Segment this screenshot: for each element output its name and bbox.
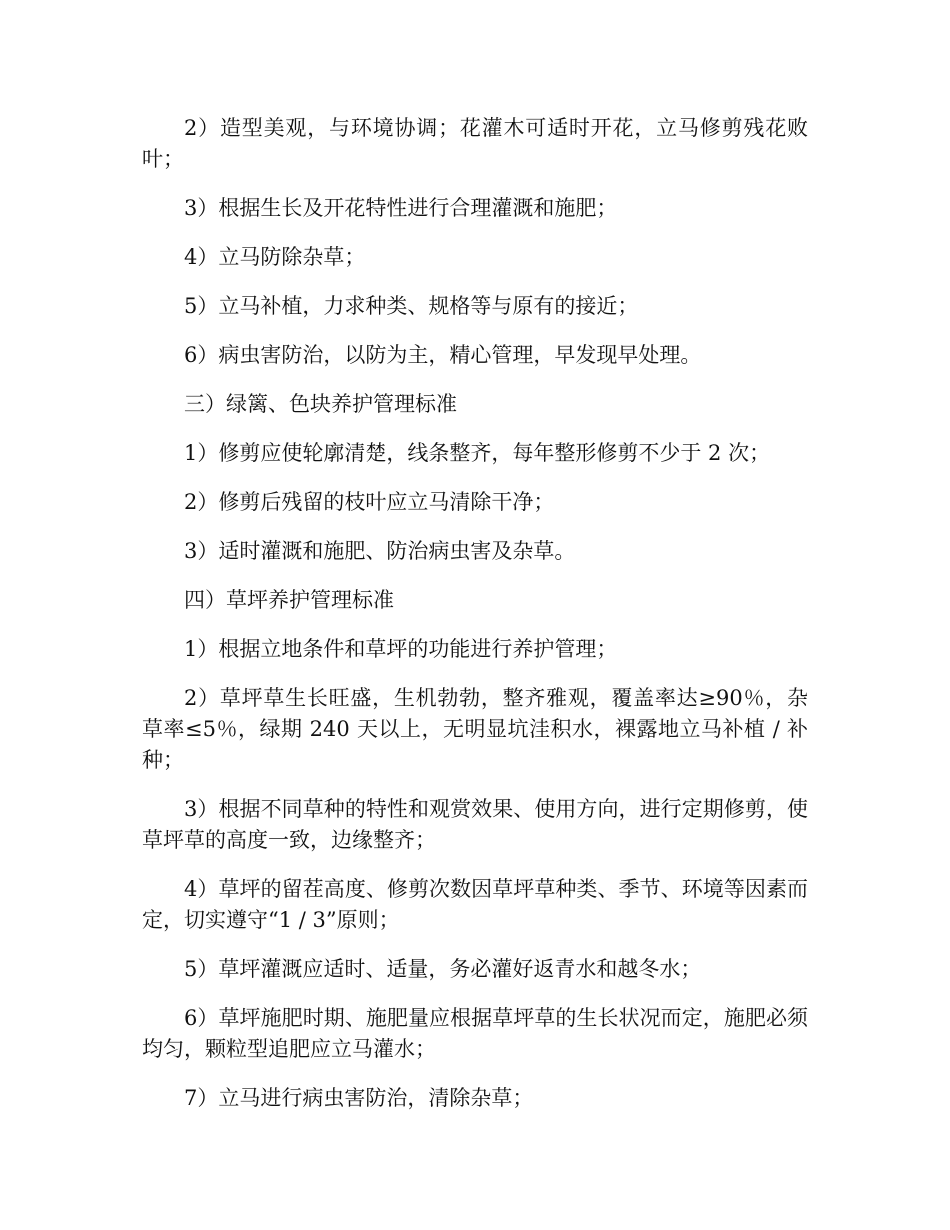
paragraph-7: 2）修剪后残留的枝叶应立马清除干净； <box>184 490 555 514</box>
paragraph-6: 1）修剪应使轮廓清楚，线条整齐，每年整形修剪不少于 2 次； <box>184 441 771 465</box>
paragraph-9: 1）根据立地条件和草坪的功能进行养护管理； <box>184 637 618 661</box>
paragraph-15: 7）立马进行病虫害防治，清除杂草； <box>184 1086 534 1110</box>
paragraph-10: 2）草坪草生长旺盛，生机勃勃，整齐雅观，覆盖率达≥90％，杂草率≤5％，绿期 240 天以上，无明显坑洼积水，裸露地立马补植 / 补种； <box>142 686 808 772</box>
paragraph-1: 2）造型美观，与环境协调；花灌木可适时开花，立马修剪残花败叶； <box>142 116 808 171</box>
paragraph-8: 3）适时灌溉和施肥、防治病虫害及杂草。 <box>184 539 576 563</box>
paragraph-5: 6）病虫害防治，以防为主，精心管理，早发现早处理。 <box>184 343 702 367</box>
document-body <box>142 113 808 1114</box>
paragraph-3: 4）立马防除杂草； <box>184 245 366 269</box>
section-heading-4: 四）草坪养护管理标准 <box>184 588 394 612</box>
paragraph-12: 4）草坪的留茬高度、修剪次数因草坪草种类、季节、环境等因素而定，切实遵守“1 / 3”原则； <box>142 877 808 932</box>
paragraph-13: 5）草坪灌溉应适时、适量，务必灌好返青水和越冬水； <box>184 957 702 981</box>
paragraph-2: 3）根据生长及开花特性进行合理灌溉和施肥； <box>184 196 618 220</box>
paragraph-14: 6）草坪施肥时期、施肥量应根据草坪草的生长状况而定，施肥必须均匀，颗粒型追肥应立马灌水； <box>142 1006 808 1061</box>
paragraph-11: 3）根据不同草种的特性和观赏效果、使用方向，进行定期修剪，使草坪草的高度一致，边缘整齐； <box>142 797 808 852</box>
section-heading-3: 三）绿篱、色块养护管理标准 <box>184 392 457 416</box>
paragraph-4: 5）立马补植，力求种类、规格等与原有的接近； <box>184 294 639 318</box>
